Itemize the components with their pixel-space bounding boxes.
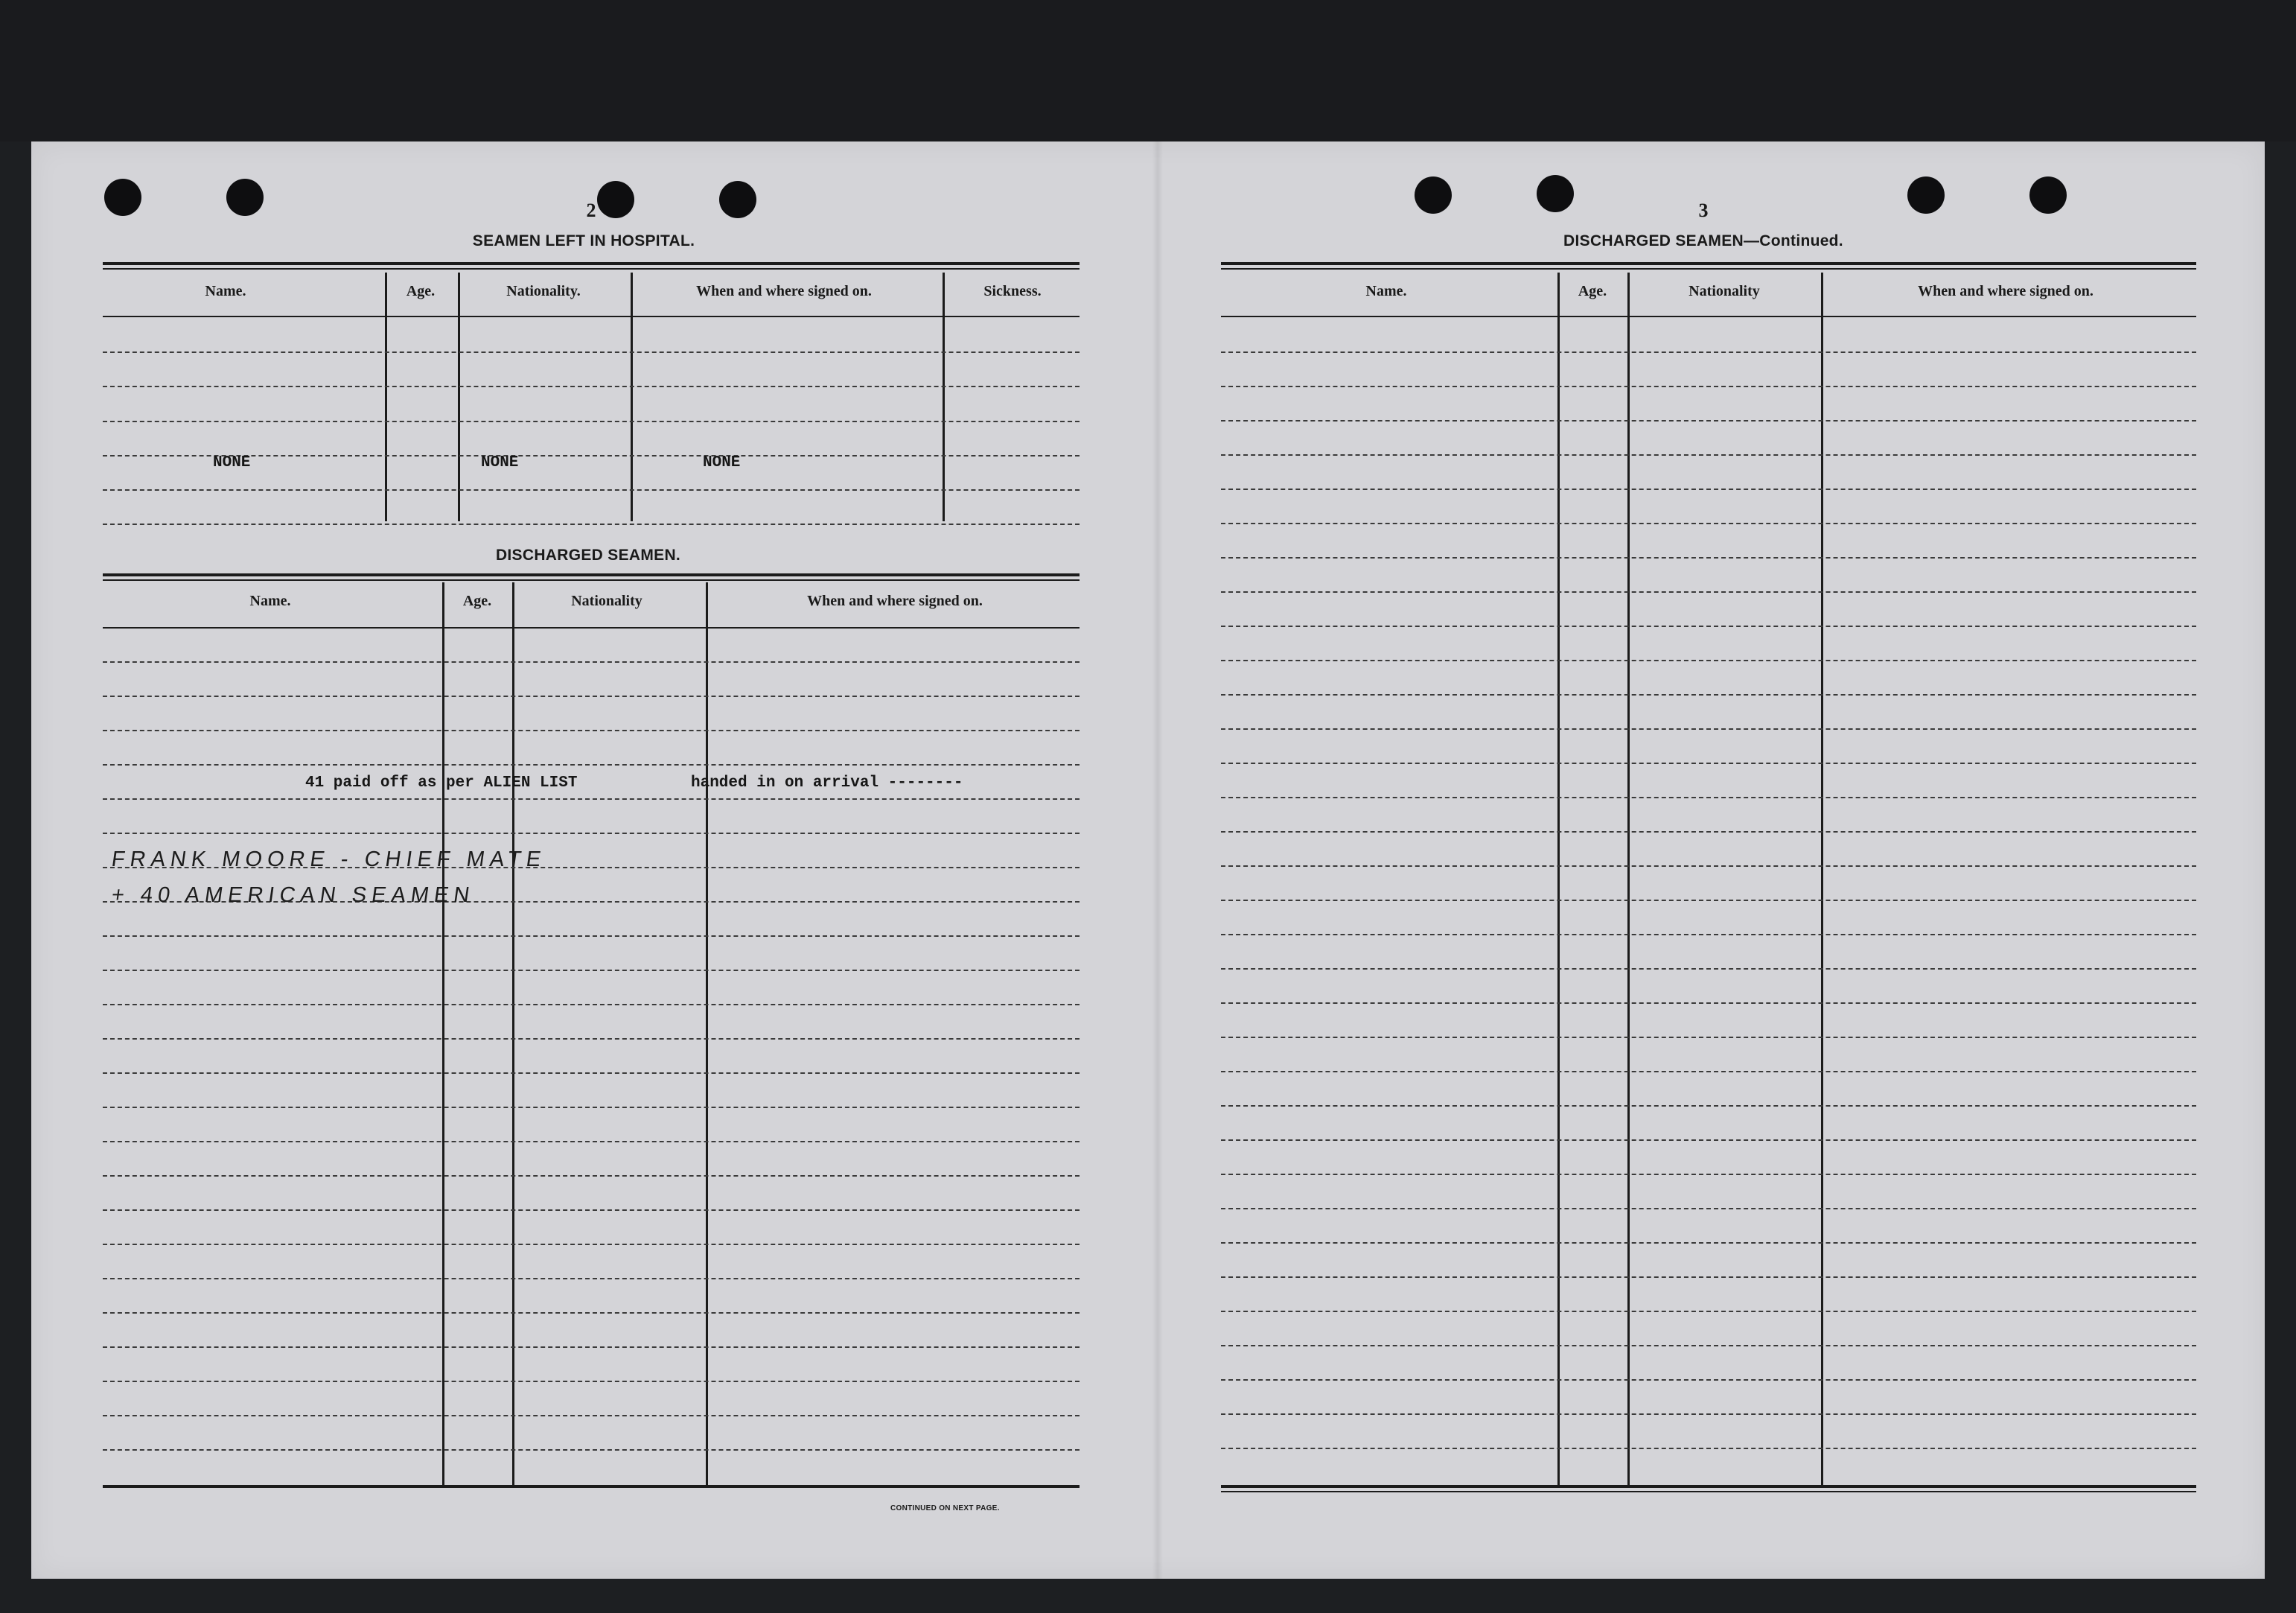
entry-rule [1221, 591, 2196, 593]
entry-rule [1221, 1379, 2196, 1381]
entry-rule [103, 970, 1080, 971]
entry-rule [1221, 351, 2196, 353]
entry-rule [103, 489, 1080, 491]
entry-rule [1221, 934, 2196, 935]
entry-rule [1221, 1071, 2196, 1072]
entry-rule [1221, 1242, 2196, 1244]
entry-rule [1221, 1413, 2196, 1415]
entry-rule [1221, 386, 2196, 387]
hospital-entry-name: NONE [213, 454, 251, 471]
right-col-age: Age. [1578, 283, 1607, 299]
discharged-col-name: Name. [249, 593, 291, 609]
right-col-nationality: Nationality [1688, 283, 1760, 299]
entry-rule [103, 351, 1080, 353]
hospital-col-divider [943, 273, 945, 521]
discharged-col-signed-on: When and where signed on. [807, 593, 983, 609]
entry-rule [103, 798, 1080, 800]
hospital-table-top-rule-2 [103, 268, 1080, 270]
entry-rule [1221, 1037, 2196, 1038]
discharged-col-age: Age. [462, 593, 492, 609]
entry-rule [103, 421, 1080, 422]
entry-rule [103, 833, 1080, 834]
page-number-left: 2 [586, 200, 596, 221]
hospital-col-divider [385, 273, 387, 521]
hospital-col-nationality: Nationality. [506, 283, 581, 299]
entry-rule [1221, 557, 2196, 559]
right-table-bottom-rule-2 [1221, 1491, 2196, 1492]
hospital-header-rule [103, 316, 1080, 317]
hospital-col-name: Name. [205, 283, 246, 299]
entry-rule [103, 1072, 1080, 1074]
entry-rule [1221, 660, 2196, 661]
hospital-col-sickness: Sickness. [983, 283, 1042, 299]
entry-rule [1221, 1345, 2196, 1346]
entry-rule [103, 1415, 1080, 1416]
typed-note-part1: 41 paid off as per ALIEN LIST [305, 774, 578, 792]
discharged-header-rule [103, 627, 1080, 629]
hospital-entry-nationality: NONE [481, 454, 519, 471]
entry-rule [1221, 454, 2196, 456]
right-col-name: Name. [1365, 283, 1407, 299]
right-table-bottom-rule [1221, 1485, 2196, 1488]
entry-rule [103, 1175, 1080, 1177]
punch-hole [2029, 176, 2067, 214]
document-spread [31, 141, 2265, 1579]
entry-rule [103, 1209, 1080, 1211]
right-table-top-rule [1221, 262, 2196, 265]
entry-rule [103, 1449, 1080, 1451]
hospital-col-age: Age. [406, 283, 436, 299]
continued-footer-note: CONTINUED ON NEXT PAGE. [890, 1504, 1000, 1512]
hospital-col-divider [631, 273, 633, 521]
hospital-section-title: SEAMEN LEFT IN HOSPITAL. [472, 232, 695, 249]
punch-hole [1537, 175, 1574, 212]
entry-rule [1221, 1208, 2196, 1209]
entry-rule [103, 1278, 1080, 1279]
hospital-col-signed-on: When and where signed on. [696, 283, 872, 299]
entry-rule [1221, 1174, 2196, 1175]
entry-rule [1221, 1105, 2196, 1107]
entry-rule [103, 1107, 1080, 1108]
entry-rule [103, 1346, 1080, 1348]
entry-rule [103, 1312, 1080, 1314]
entry-rule [1221, 1311, 2196, 1312]
entry-rule [1221, 763, 2196, 764]
discharged-col-divider [442, 582, 444, 1485]
entry-rule [103, 1004, 1080, 1005]
entry-rule [1221, 1139, 2196, 1141]
hospital-table-top-rule [103, 262, 1080, 265]
typed-note-part2: handed in on arrival -------- [691, 774, 963, 792]
entry-rule [103, 935, 1080, 937]
scanner-background [0, 0, 2296, 141]
table-bottom-rule [103, 1485, 1080, 1488]
entry-rule [103, 1244, 1080, 1245]
entry-rule [1221, 1448, 2196, 1449]
entry-rule [103, 1381, 1080, 1382]
entry-rule [1221, 831, 2196, 833]
discharged-col-divider [706, 582, 708, 1485]
handwritten-line-2: + 40 AMERICAN SEAMEN [109, 883, 476, 907]
entry-rule [1221, 523, 2196, 524]
entry-rule [103, 696, 1080, 697]
right-table-top-rule-2 [1221, 268, 2196, 270]
entry-rule [1221, 797, 2196, 798]
entry-rule [103, 730, 1080, 731]
entry-rule [103, 1141, 1080, 1142]
handwritten-line-1: FRANK MOORE - CHIEF MATE [109, 847, 548, 871]
punch-hole [104, 179, 141, 216]
punch-hole [719, 181, 756, 218]
entry-rule [103, 1038, 1080, 1040]
entry-rule [1221, 1002, 2196, 1004]
punch-hole [1415, 176, 1452, 214]
discharged-table-top-rule [103, 573, 1080, 576]
entry-rule [103, 524, 1080, 525]
entry-rule [1221, 489, 2196, 490]
right-header-rule [1221, 316, 2196, 317]
entry-rule [1221, 694, 2196, 696]
discharged-section-title: DISCHARGED SEAMEN. [495, 547, 681, 564]
entry-rule [103, 661, 1080, 663]
center-fold [1152, 141, 1163, 1579]
discharged-col-divider [512, 582, 514, 1485]
hospital-col-divider [458, 273, 460, 521]
punch-hole [226, 179, 264, 216]
hospital-entry-signed-on: NONE [703, 454, 741, 471]
entry-rule [1221, 626, 2196, 627]
entry-rule [1221, 1276, 2196, 1278]
entry-rule [1221, 900, 2196, 901]
entry-rule [103, 386, 1080, 387]
entry-rule [1221, 728, 2196, 730]
punch-hole [1907, 176, 1945, 214]
discharged-col-nationality: Nationality [571, 593, 642, 609]
discharged-continued-title: DISCHARGED SEAMEN—Continued. [1563, 232, 1843, 249]
entry-rule [1221, 968, 2196, 970]
entry-rule [1221, 865, 2196, 867]
discharged-table-top-rule-2 [103, 579, 1080, 581]
entry-rule [103, 764, 1080, 766]
right-col-signed-on: When and where signed on. [1918, 283, 2093, 299]
page-number-right: 3 [1698, 200, 1709, 221]
entry-rule [1221, 420, 2196, 421]
punch-hole [597, 181, 634, 218]
